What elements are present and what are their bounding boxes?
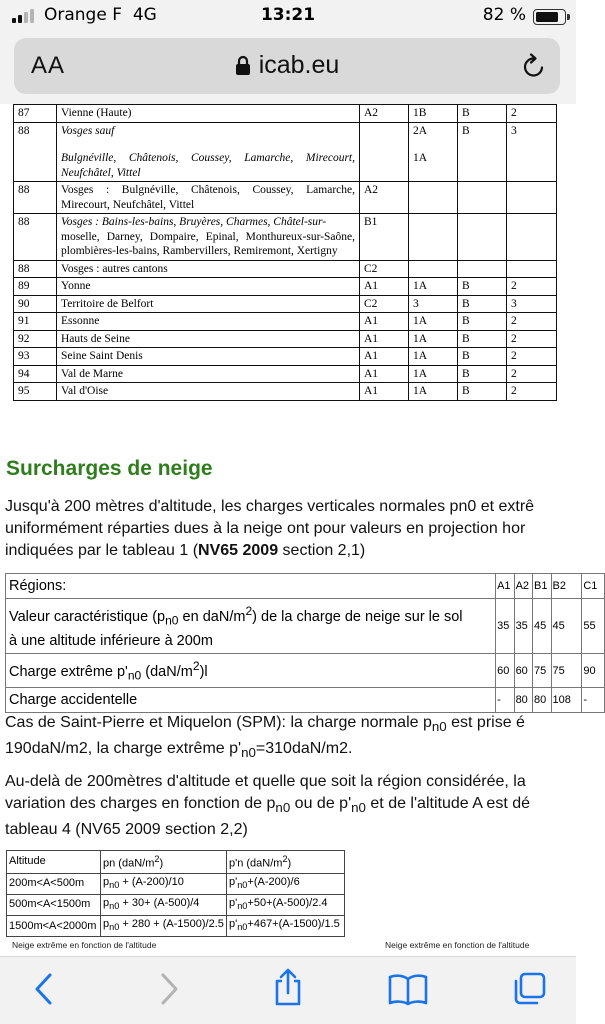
dept-name-cell: Vosges : Bulgnéville, Châtenois, Coussey, Lamarche, Mirecourt, Neufchâtel, Vittel [57, 182, 360, 214]
zone-cell: A1 [360, 330, 409, 348]
zone-cell: B1 [360, 214, 409, 261]
wind-zone-cell: 1A [409, 383, 458, 401]
site-cell: B [458, 122, 507, 182]
dept-name-cell: Vosges : autres cantons [57, 260, 360, 278]
dept-name-cell: Seine Saint Denis [57, 348, 360, 366]
dept-name-cell: Vosges sauf Bulgnéville, Châtenois, Coussey, Lamarche, Mirecourt, Neufchâtel, Vittel [57, 122, 360, 182]
url-text: icab.eu [258, 51, 340, 79]
site-cell [458, 182, 507, 214]
wind-zone-cell: 1A [409, 330, 458, 348]
table-row [14, 278, 557, 296]
section-heading: Surcharges de neige [6, 457, 213, 480]
table-row: Charge extrême $p'_{n0}$ $(daN/m^2)l$ 60 60 75 75 90 [6, 653, 605, 688]
dept-number-cell: 93 [14, 348, 57, 366]
category-cell [507, 182, 557, 214]
wind-zone-cell [409, 182, 458, 214]
text-size-button[interactable]: AA [31, 52, 66, 79]
site-cell [458, 260, 507, 278]
caption-left: Neige extrême en fonction de l'altitude [12, 940, 157, 950]
wind-zone-cell: 1A [409, 313, 458, 331]
dept-name-cell: Yonne [57, 278, 360, 296]
altitude-table [6, 850, 345, 937]
dept-name-cell: Val d'Oise [57, 383, 360, 401]
category-cell: 2 [507, 365, 557, 383]
category-cell: 3 [507, 295, 557, 313]
table-row [14, 348, 557, 366]
site-cell: B [458, 295, 507, 313]
category-cell [507, 214, 557, 261]
dept-number-cell: 88 [14, 260, 57, 278]
dept-number-cell: 94 [14, 365, 57, 383]
site-cell: B [458, 383, 507, 401]
web-content[interactable] [0, 104, 598, 956]
caption-right: Neige extrême en fonction de l'altitude [385, 940, 530, 950]
lock-icon [235, 55, 251, 75]
dept-number-cell: 88 [14, 122, 57, 182]
dept-name-cell: Territoire de Belfort [57, 295, 360, 313]
table-row: Charge accidentelle - 80 80 108 - [6, 688, 605, 713]
table-row [14, 313, 557, 331]
wind-zone-cell: 1A [409, 365, 458, 383]
site-cell: B [458, 105, 507, 123]
category-cell: 2 [507, 330, 557, 348]
zone-cell: A1 [360, 348, 409, 366]
url-field[interactable] [14, 51, 560, 80]
zone-cell: A2 [360, 182, 409, 214]
category-cell: 3 [507, 122, 557, 182]
dept-number-cell: 90 [14, 295, 57, 313]
table-row [14, 214, 557, 261]
table-row: 1500m<A<2000m $p_{n0} + 280 + (A-1500)/2.5$ $p'_{n0}+467+(A-1500)/1.5$ [7, 916, 345, 937]
dept-name-cell: Hauts de Seine [57, 330, 360, 348]
snow-load-table [5, 573, 605, 713]
forward-icon[interactable] [155, 971, 183, 1007]
zone-cell: C2 [360, 295, 409, 313]
network-label: 4G [132, 5, 157, 25]
intro-paragraph: Jusqu'à 200 mètres d'altitude, les charges verticales normales pn0 et extrê uniformément réparties dues à la neige ont pour valeurs en projection hor indiquées par le tableau 1 (NV65 2009 section 2,1) [5, 498, 535, 559]
bookmarks-icon[interactable] [387, 971, 429, 1007]
back-icon[interactable] [30, 971, 58, 1007]
wind-zone-cell [409, 214, 458, 261]
zone-cell: A1 [360, 278, 409, 296]
wind-zone-cell: 3 [409, 295, 458, 313]
wind-zone-cell: 1A [409, 348, 458, 366]
site-cell: B [458, 278, 507, 296]
category-cell: 2 [507, 105, 557, 123]
tabs-icon[interactable] [511, 971, 547, 1007]
dept-name-cell: Essonne [57, 313, 360, 331]
category-cell: 2 [507, 278, 557, 296]
status-bar [0, 0, 576, 34]
category-cell: 2 [507, 348, 557, 366]
wind-zone-cell: 1B [409, 105, 458, 123]
dept-number-cell: 88 [14, 214, 57, 261]
dept-name-cell: Vienne (Haute) [57, 105, 360, 123]
department-table [13, 104, 557, 401]
zone-cell: C2 [360, 260, 409, 278]
site-cell [458, 214, 507, 261]
site-cell: B [458, 330, 507, 348]
site-cell: B [458, 365, 507, 383]
browser-address-area [0, 34, 576, 104]
site-cell: B [458, 313, 507, 331]
zone-cell: A1 [360, 365, 409, 383]
table-row: Valeur caractéristique ($p_{n0}$ en daN/$m^2$) de la charge de neige sur le sol à une altitude inférieure à 200m 35 35 45 45 55 [6, 599, 605, 654]
wind-zone-cell: 1A [409, 278, 458, 296]
dept-number-cell: 87 [14, 105, 57, 123]
zone-cell: A1 [360, 313, 409, 331]
dept-number-cell: 92 [14, 330, 57, 348]
table-row [14, 182, 557, 214]
table-row [14, 105, 557, 123]
battery-percentage: 82 % [482, 5, 526, 25]
category-cell [507, 260, 557, 278]
wind-zone-cell: 2A 1A [409, 122, 458, 182]
category-cell: 2 [507, 383, 557, 401]
share-icon[interactable] [272, 967, 304, 1007]
table-row: Régions: A1 A2 B1 B2 C1 [6, 574, 605, 599]
altitude-paragraph: Au-delà de 200mètres d'altitude et quelle que soit la région considérée, la variation des charges en fonction de $p_{n0}$ ou de $p'_{n0}$ et de l'altitude A est dé tableau 4 (NV65 2009 section 2,2) [5, 773, 531, 839]
address-bar[interactable] [14, 38, 560, 94]
dept-number-cell: 91 [14, 313, 57, 331]
battery-icon [533, 9, 566, 25]
table-row: 200m<A<500m $p_{n0} + (A-200)/10$ $p'_{n0}+(A-200)/6$ [7, 873, 345, 894]
reload-icon[interactable] [521, 52, 547, 80]
table-row [14, 122, 557, 182]
dept-name-cell: Vosges : Bains-les-bains, Bruyères, Charmes, Châtel-sur- moselle, Darney, Dompaire, Epinal, Monthureux-sur-Saône, plombières-les-bains, Rambervillers, Remiremont, Xertigny [57, 214, 360, 261]
zone-cell: A2 [360, 105, 409, 123]
spm-paragraph: Cas de Saint-Pierre et Miquelon (SPM): la charge normale $p_{n0}$ est prise é 190daN/m2, la charge extrême $p'_{n0}=310daN/m2$. [5, 714, 525, 761]
carrier-label: Orange F 4G [44, 5, 157, 25]
table-row [14, 383, 557, 401]
site-cell: B [458, 348, 507, 366]
dept-name-cell: Val de Marne [57, 365, 360, 383]
dept-number-cell: 89 [14, 278, 57, 296]
wind-zone-cell [409, 260, 458, 278]
zone-cell: A1 [360, 383, 409, 401]
dept-number-cell: 88 [14, 182, 57, 214]
table-row: 500m<A<1500m $p_{n0} + 30+ (A-500)/4$ $p'_{n0}+50+(A-500)/2.4$ [7, 894, 345, 915]
dept-number-cell: 95 [14, 383, 57, 401]
zone-cell [360, 122, 409, 182]
table-row [14, 260, 557, 278]
table-row [14, 365, 557, 383]
table-row [14, 330, 557, 348]
table-row: Altitude pn $(daN/m^2)$ p'n $(daN/m^2)$ [7, 851, 345, 874]
clock: 13:21 [260, 5, 316, 25]
browser-toolbar [0, 956, 576, 1024]
table-row [14, 295, 557, 313]
category-cell: 2 [507, 313, 557, 331]
